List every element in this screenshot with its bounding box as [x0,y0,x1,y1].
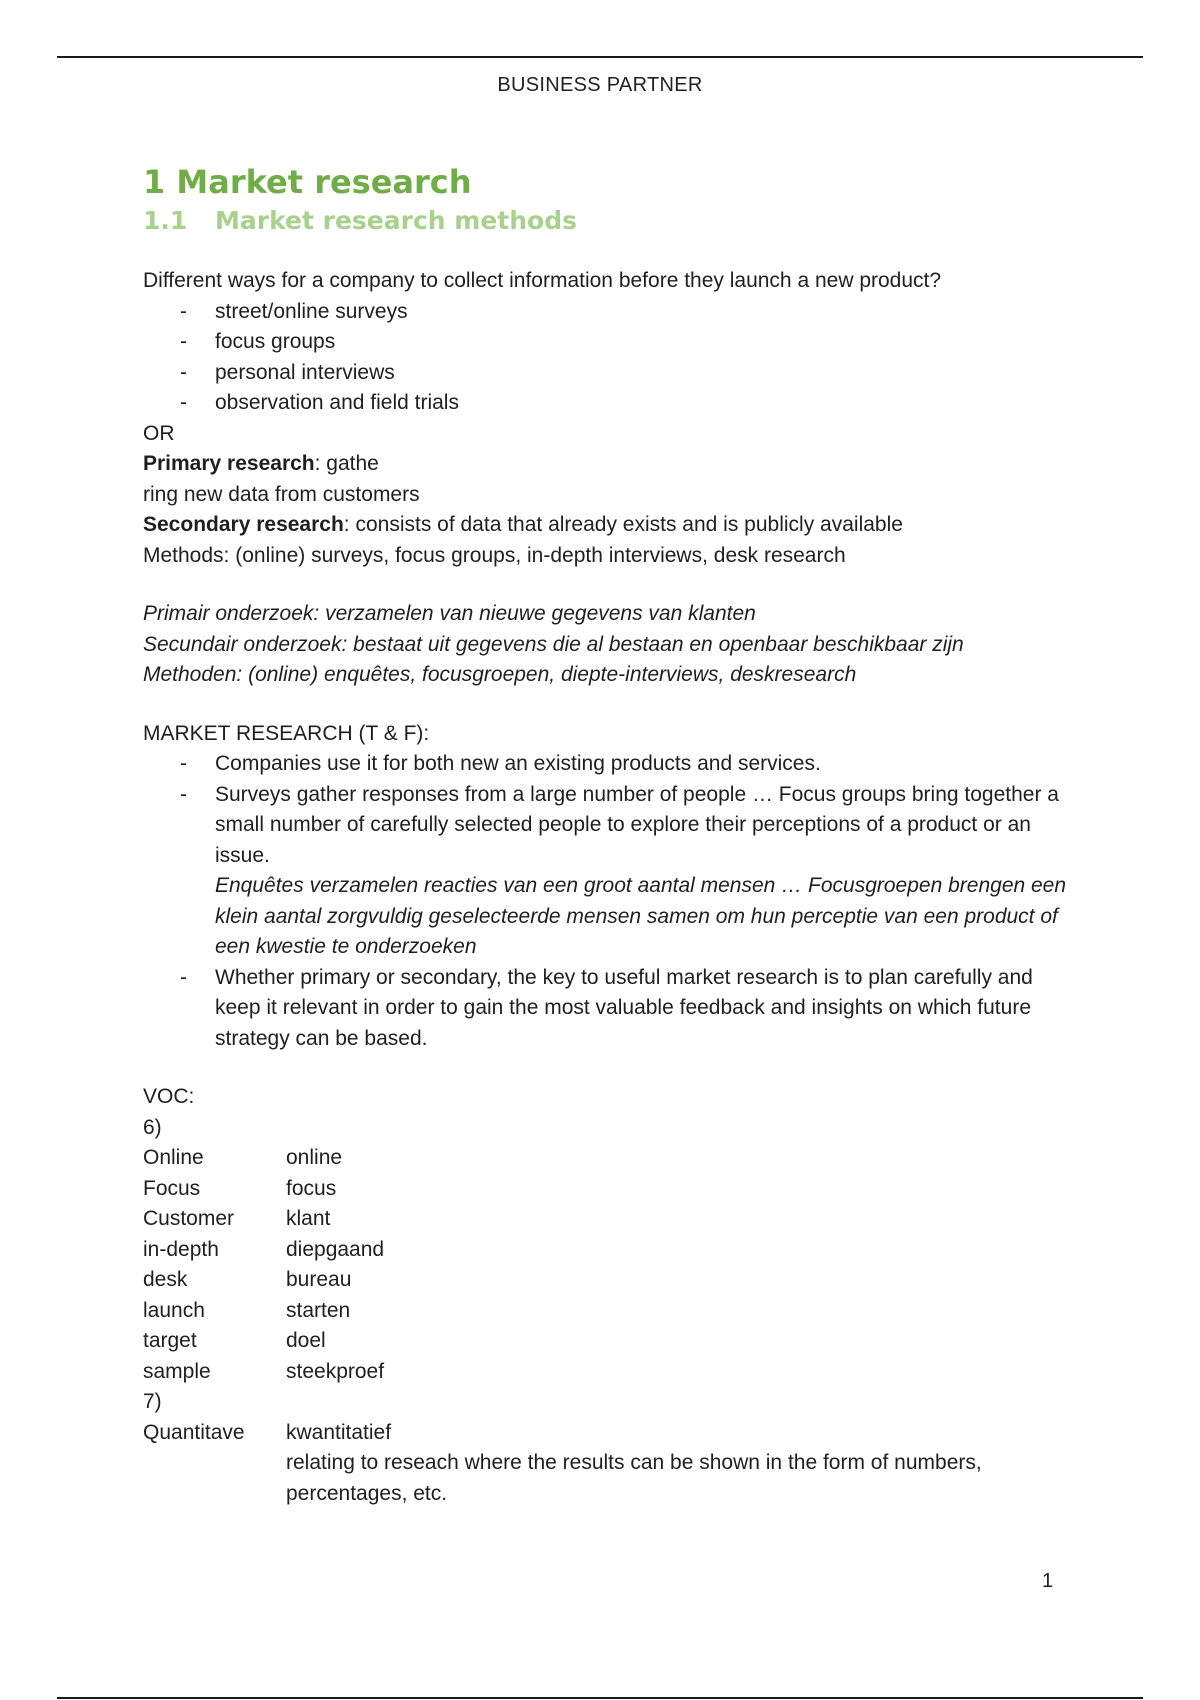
voc-english: in-depth [143,1237,219,1261]
spacer [143,1054,1083,1082]
header-rule [57,56,1143,58]
list-item [143,963,1083,1055]
heading-2 [143,204,1083,238]
list-item-translation: Enquêtes verzamelen reacties van een groot aantal mensen … Focusgroepen brengen een klein aantal zorgvuldig geselecteerde mensen samen om hun perceptie van een product of een kwestie te onderzoeken [215,874,1067,958]
voc-spacer [143,1448,286,1509]
dash-marker: - [180,752,187,775]
list-item-text: personal interviews [215,360,395,384]
tf-title: MARKET RESEARCH (T & F): [143,721,430,745]
voc-dutch: doel [286,1329,326,1352]
document-body [143,160,1083,1509]
dutch-methods: Methoden: (online) enquêtes, focusgroepen, diepte-interviews, deskresearch [143,663,857,686]
dutch-primary: Primair onderzoek: verzamelen van nieuwe gegevens van klanten [143,602,756,625]
voc-definition: relating to reseach where the results can be shown in the form of numbers, percentages, etc. [286,1451,982,1505]
voc-row [143,1448,1083,1509]
voc-dutch: focus [286,1176,337,1200]
list-item-text: Whether primary or secondary, the key to useful market research is to plan carefully and keep it relevant in order to gain the most valuable feedback and insights on which future strategy can be based. [215,965,1033,1050]
voc-title: VOC: [143,1085,195,1108]
voc-row [143,1174,1083,1205]
voc-dutch: diepgaand [286,1237,385,1261]
primary-research-label: Primary research [143,452,315,475]
voc-english: Focus [143,1176,201,1200]
list-item [143,749,1083,780]
voc-row [143,1235,1083,1266]
voc-row [143,1204,1083,1235]
voc-english: launch [143,1298,205,1322]
voc-section-6: 6) [143,1115,162,1139]
dash-marker: - [180,299,187,323]
voc-section-7: 7) [143,1390,162,1413]
spacer [143,571,1083,599]
voc-dutch: online [286,1146,343,1169]
methods-line: Methods: (online) surveys, focus groups, in-depth interviews, desk research [143,543,846,567]
primary-research-line [143,449,1083,480]
list-item [143,780,1083,963]
dash-marker: - [180,965,187,989]
voc-english: Customer [143,1207,235,1230]
voc-english: target [143,1329,197,1352]
list-item-text: Companies use it for both new an existing products and services. [215,752,821,775]
page-header: BUSINESS PARTNER [497,74,703,96]
voc-dutch: klant [286,1207,331,1230]
voc-english: Online [143,1146,204,1169]
voc-english: desk [143,1268,188,1291]
list-item-text: observation and field trials [215,391,459,414]
dash-marker: - [180,360,187,384]
or-label: OR [143,421,175,445]
list-item-text: Surveys gather responses from a large number of people … Focus groups bring together a small number of carefully selected people to explore their perceptions of a product or an issue. [215,782,1059,867]
vocabulary-list-7 [143,1418,1083,1510]
heading-2-text: Market research methods [215,206,577,235]
list-item [143,297,1083,328]
voc-row [143,1143,1083,1174]
dash-marker: - [180,330,187,353]
dash-marker: - [180,782,187,806]
spacer [143,238,1083,266]
ways-list [143,297,1083,419]
voc-row [143,1418,1083,1449]
voc-row [143,1357,1083,1388]
secondary-research-label: Secondary research [143,513,344,536]
spacer [143,691,1083,719]
list-item-text: focus groups [215,330,336,353]
vocabulary-list-6 [143,1143,1083,1387]
heading-1: 1 Market research [143,163,472,201]
page-number: 1 [1042,1570,1054,1592]
primary-research-text: : gathe [314,452,379,475]
tf-list [143,749,1083,1054]
heading-2-number: 1.1 [143,206,188,235]
primary-research-continuation: ring new data from customers [143,482,420,506]
voc-row [143,1265,1083,1296]
voc-english: Quantitave [143,1420,245,1444]
dash-marker: - [180,391,187,414]
voc-dutch: steekproef [286,1359,385,1383]
list-item [143,327,1083,358]
list-item-text: street/online surveys [215,299,408,323]
voc-row [143,1326,1083,1357]
voc-dutch: bureau [286,1268,352,1291]
voc-dutch: starten [286,1298,351,1322]
voc-english: sample [143,1359,211,1383]
dutch-secondary: Secundair onderzoek: bestaat uit gegevens die al bestaan en openbaar beschikbaar zijn [143,632,964,656]
voc-dutch: kwantitatief [286,1420,392,1444]
intro-question: Different ways for a company to collect information before they launch a new product? [143,269,942,292]
secondary-research-line [143,510,1083,541]
secondary-research-text: : consists of data that already exists and is publicly available [343,513,903,536]
footer-rule [57,1697,1143,1699]
list-item [143,358,1083,389]
voc-row [143,1296,1083,1327]
list-item [143,388,1083,419]
